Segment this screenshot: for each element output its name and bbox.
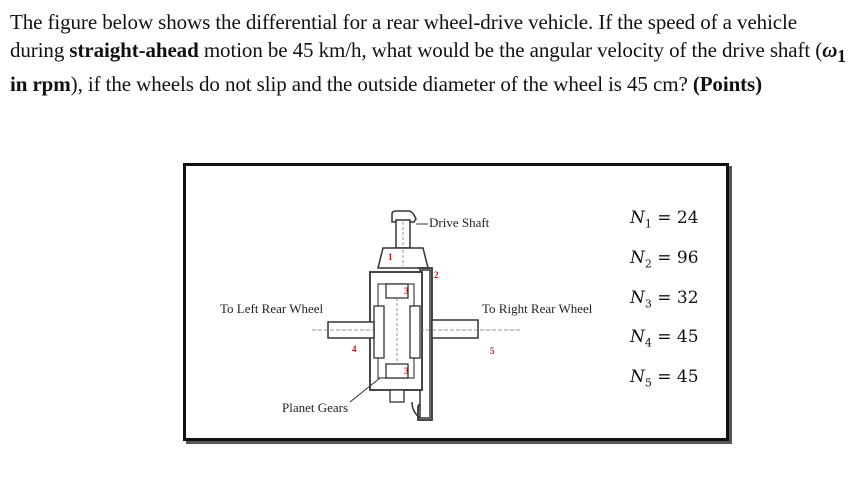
gear-number-3-top: 3 — [404, 286, 409, 296]
question-part3: ), if the wheels do not slip and the outside diameter of the wheel is 45 cm? — [70, 72, 693, 97]
question-bold-in-rpm: in rpm — [10, 72, 71, 97]
gear-number-1: 1 — [388, 252, 393, 262]
question-part2: motion be 45 km/h, what would be the angular velocity of the drive shaft ( — [198, 38, 823, 62]
label-right-rear-wheel: To Right Rear Wheel — [482, 301, 593, 316]
gear-number-5: 5 — [490, 346, 495, 356]
omega-symbol: ω — [822, 38, 838, 62]
question-points: (Points) — [692, 72, 763, 97]
equation-n4: $N_4 = 45$ — [630, 327, 699, 350]
equation-n3: $N_3 = 32$ — [630, 288, 699, 311]
gear-number-2: 2 — [434, 270, 439, 280]
omega-subscript: 1 — [837, 46, 846, 67]
equation-n1: $N_1 = 24$ — [630, 208, 699, 231]
right-axle — [432, 320, 478, 338]
gear-number-3-bottom: 3 — [404, 366, 409, 376]
gear-number-4: 4 — [352, 344, 357, 354]
equation-n5: $N_5 = 45$ — [630, 367, 699, 390]
side-gear-5 — [410, 306, 420, 358]
label-drive-shaft: Drive Shaft — [429, 215, 490, 230]
side-gear-4 — [374, 306, 384, 358]
question-bold-straight-ahead: straight-ahead — [69, 38, 199, 62]
bottom-stub — [390, 390, 404, 402]
question-part1: The figure below shows the differential for a rear wheel-drive vehicle. If the speed of a vehicle during — [10, 10, 797, 62]
label-planet-gears: Planet Gears — [282, 400, 349, 415]
label-left-rear-wheel: To Left Rear Wheel — [220, 301, 324, 316]
equation-n2: $N_2 = 96$ — [630, 248, 699, 271]
